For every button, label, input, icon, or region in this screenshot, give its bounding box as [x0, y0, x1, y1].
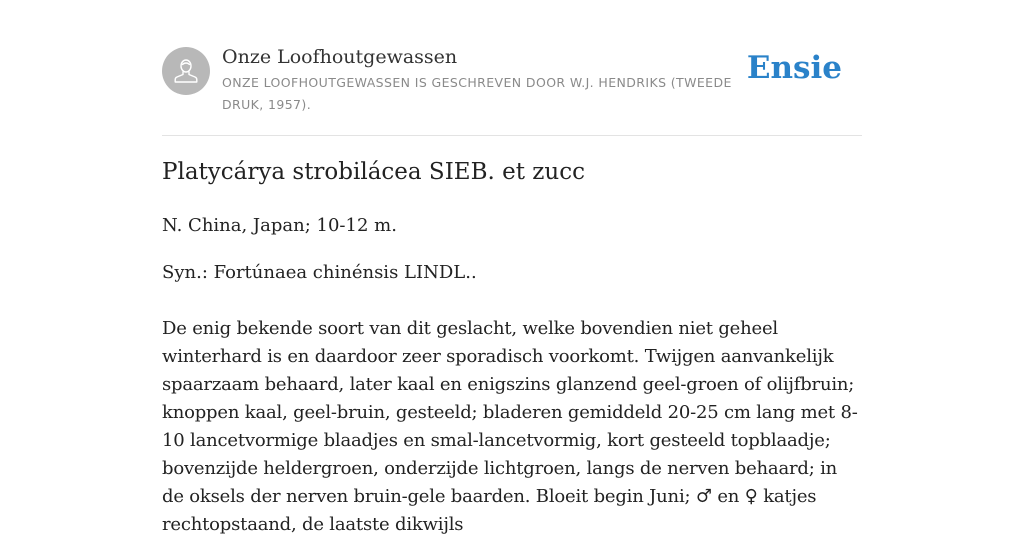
page [162, 0, 862, 535]
source-description: ONZE LOOFHOUTGEWASSEN IS GESCHREVEN DOOR W.J. HENDRIKS (TWEEDE DRUK, 1957). [222, 75, 732, 112]
user-icon [162, 47, 210, 95]
entry-paragraph: De enig bekende soort van dit geslacht, welke bovendien niet geheel winterhard is en daardoor zeer sporadisch voorkomt. Twijgen aanvankelijk spaarzaam behaard, later kaal en enigszins glanzend geel-groen of olijfbruin; knoppen kaal, geel-bruin, gesteeld; bladeren gemiddeld 20-25 cm lang met 8-10 lancetvormige blaadjes en smal-lancetvormig, kort gesteeld topblaadje; bovenzijde heldergroen, onderzijde lichtgroen, langs de nerven behaard; in de oksels der nerven bruin-gele baarden. Bloeit begin Juni; ♂ en ♀ katjes rechtopstaand, de laatste dikwijls [162, 318, 858, 535]
divider [162, 135, 862, 136]
brand-logo[interactable]: Ensie [746, 50, 842, 86]
entry-paragraph: N. China, Japan; 10-12 m. [162, 215, 397, 236]
entry-paragraph: Syn.: Fortúnaea chinénsis LINDL.. [162, 262, 477, 283]
entry-title: Platycárya strobilácea SIEB. et zucc [162, 159, 585, 185]
avatar[interactable] [162, 47, 210, 95]
source-title[interactable]: Onze Loofhoutgewassen [222, 46, 458, 68]
source-header [162, 46, 862, 116]
